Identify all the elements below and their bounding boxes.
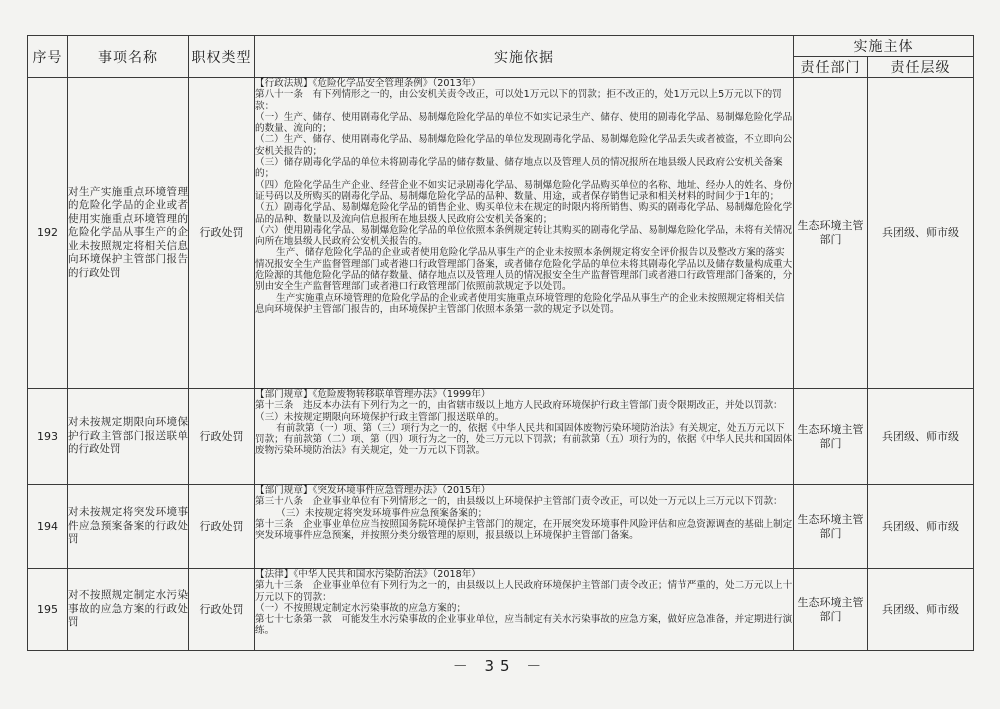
header-subject: 实施主体 <box>794 36 974 57</box>
row-dept: 生态环境主管部门 <box>794 485 868 569</box>
row-dept: 生态环境主管部门 <box>794 389 868 485</box>
row-level: 兵团级、师市级 <box>868 569 974 651</box>
basis-line: （六）使用剧毒化学品、易制爆危险化学品的单位依照本条例规定转让其购买的剧毒化学品、易制爆危险化学品，未将有关情况向所在地县级人民政府公安机关报告的。 <box>255 224 793 248</box>
header-type: 职权类型 <box>189 36 255 78</box>
basis-line: （三）未按规定将突发环境事件应急预案备案的； <box>276 507 488 519</box>
row-type: 行政处罚 <box>189 485 255 569</box>
header-level: 责任层级 <box>868 57 974 78</box>
header-seq: 序号 <box>28 36 68 78</box>
basis-line: （四）危险化学品生产企业、经营企业不如实记录剧毒化学品、易制爆危险化学品购买单位的名称、地址、经办人的姓名、身份证号码以及所购买的剧毒化学品、易制爆危险化学品的品种、数量、用途，或者保存销售记录和相关材料的时间少于1年的； <box>255 179 793 202</box>
basis-line: 生产、储存危险化学品的企业或者使用危险化学品从事生产的企业未按照本条例规定将安全评价报告以及整改方案的落实情况报安全生产监督管理部门或者港口行政管理部门备案，或者储存危险化学品的单位未将其剧毒化学品以及储存数量构成重大危险源的其他危险化学品的储存数量、储存地点以及管理人员的情况报安全生产监督管理部门或者港口行政管理部门备案的，分别由安全生产监督管理部门或者港口行政管理部门依照前款规定予以处罚。 <box>255 247 793 293</box>
basis-line: 【部门规章】《危险废物转移联单管理办法》（1999年） <box>255 389 491 400</box>
row-item-name: 对未按规定将突发环境事件应急预案备案的行政处罚 <box>68 485 189 569</box>
row-basis <box>255 485 794 569</box>
row-level: 兵团级、师市级 <box>868 485 974 569</box>
row-item-name: 对生产实施重点环境管理的危险化学品的企业或者使用实施重点环境管理的危险化学品从事生产的企业未按照规定将相关信息向环境保护主管部门报告的行政处罚 <box>68 78 189 389</box>
basis-line: （三）未按规定期限向环境保护行政主管部门报送联单的。 <box>255 411 505 423</box>
header-basis: 实施依据 <box>255 36 794 78</box>
page-number: － 35 － <box>452 657 548 675</box>
row-basis <box>255 389 794 485</box>
table-row <box>28 569 974 651</box>
row-dept: 生态环境主管部门 <box>794 569 868 651</box>
row-seq: 192 <box>28 78 68 389</box>
row-level: 兵团级、师市级 <box>868 389 974 485</box>
row-seq: 195 <box>28 569 68 651</box>
basis-line: （二）生产、储存、使用剧毒化学品、易制爆危险化学品的单位发现剧毒化学品、易制爆危险化学品丢失或者被盗，不立即向公安机关报告的； <box>255 134 793 157</box>
basis-line: 第三十八条 企业事业单位有下列情形之一的，由县级以上环境保护主管部门责令改正，可以处一万元以上三万元以下罚款： <box>255 496 783 508</box>
row-seq: 194 <box>28 485 68 569</box>
basis-line: （三）储存剧毒化学品的单位未将剧毒化学品的储存数量、储存地点以及管理人员的情况报所在地县级人民政府公安机关备案的； <box>255 157 783 180</box>
basis-line: 【部门规章】《突发环境事件应急管理办法》（2015年） <box>255 485 491 496</box>
row-seq: 193 <box>28 389 68 485</box>
basis-line: （五）剧毒化学品、易制爆危险化学品的销售企业、购买单位未在规定的时限内将所销售、购买的剧毒化学品、易制爆危险化学品的品种、数量以及流向信息报所在地县级人民政府公安机关备案的； <box>255 202 793 225</box>
basis-line: 第十三条 企业事业单位应当按照国务院环境保护主管部门的规定，在开展突发环境事件风险评估和应急资源调查的基础上制定突发环境事件应急预案，并按照分类分级管理的原则，报县级以上环境保护主管部门备案。 <box>255 518 793 542</box>
basis-line: （一）不按照规定制定水污染事故的应急方案的； <box>255 602 467 614</box>
responsibility-table <box>27 35 974 651</box>
row-level: 兵团级、师市级 <box>868 78 974 389</box>
row-type: 行政处罚 <box>189 569 255 651</box>
row-dept: 生态环境主管部门 <box>794 78 868 389</box>
basis-line: 第八十一条 有下列情形之一的，由公安机关责令改正，可以处1万元以下的罚款；拒不改正的，处1万元以上5万元以下的罚款： <box>255 89 782 112</box>
basis-line: （一）生产、储存、使用剧毒化学品、易制爆危险化学品的单位不如实记录生产、储存、使用的剧毒化学品、易制爆危险化学品的数量、流向的； <box>255 111 793 135</box>
basis-line: 【行政法规】《危险化学品安全管理条例》（2013年） <box>255 78 481 89</box>
row-item-name: 对未按规定期限向环境保护行政主管部门报送联单的行政处罚 <box>68 389 189 485</box>
table-row <box>28 78 974 389</box>
basis-line: 第十三条 违反本办法有下列行为之一的，由省辖市级以上地方人民政府环境保护行政主管部门责令限期改正，并处以罚款： <box>255 400 783 412</box>
basis-line: 【法律】《中华人民共和国水污染防治法》（2018年） <box>255 569 481 580</box>
header-name: 事项名称 <box>68 36 189 78</box>
table-row <box>28 389 974 485</box>
header-dept: 责任部门 <box>794 57 868 78</box>
basis-line: 生产实施重点环境管理的危险化学品的企业或者使用实施重点环境管理的危险化学品从事生产的企业未按照规定将相关信息向环境保护主管部门报告的，由环境保护主管部门依照本条第一款的规定予以处罚。 <box>255 292 785 315</box>
row-type: 行政处罚 <box>189 78 255 389</box>
row-basis <box>255 78 794 389</box>
basis-line: 第九十三条 企业事业单位有下列行为之一的，由县级以上人民政府环境保护主管部门责令改正；情节严重的，处二万元以上十万元以下的罚款： <box>255 580 793 603</box>
basis-line: 第七十七条第一款 可能发生水污染事故的企业事业单位，应当制定有关水污染事故的应急方案，做好应急准备，并定期进行演练。 <box>255 614 793 637</box>
row-type: 行政处罚 <box>189 389 255 485</box>
table-row <box>28 485 974 569</box>
basis-line: 有前款第（一）项、第（三）项行为之一的，依据《中华人民共和国固体废物污染环境防治法》有关规定，处五万元以下罚款；有前款第（二）项、第（四）项行为之一的，处三万元以下罚款；有前款第（五）项行为的，依据《中华人民共和国固体废物污染环境防治法》有关规定，处一万元以下罚款。 <box>255 422 793 457</box>
row-item-name: 对不按照规定制定水污染事故的应急方案的行政处罚 <box>68 569 189 651</box>
row-basis <box>255 569 794 651</box>
